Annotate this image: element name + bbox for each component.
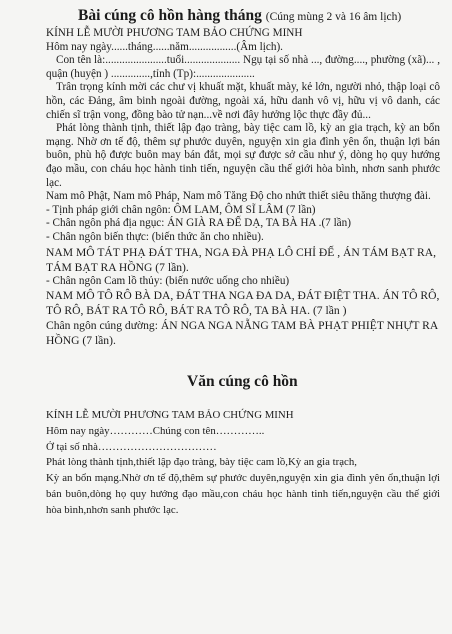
date-line: Hôm nay ngày......tháng......năm.................(Âm lịch). (46, 40, 283, 53)
title-main: Bài cúng cô hồn hàng tháng (78, 7, 262, 24)
section-2-body (46, 408, 440, 519)
prayer-paragraph: Phát lòng thành tịnh, thiết lập đạo tràng, bày tiệc cam lồ, kỳ an gia trạch, kỳ an bổn mạng. Nhờ ơn tế độ, thêm sự phước duyên, nguyện xin gia đình yên ổn, thuận lợi bán buôn, phù hộ được buôn may bán đắt, mọi sự được sở cầu như ý, dòng họ quy hướng đạo mầu, con cháu học hành tinh tiến, nguyện cầu thế giới hòa bình, nhơn sanh phước lạc. (46, 122, 440, 189)
mantra-2: - Chân ngôn phá địa ngục: ÁN GIÀ RA ĐẾ DẠ, TA BÀ HA .(7 lần) (46, 217, 351, 230)
name-address-line: Con tên là:......................tuổi.................... Ngụ tại số nhà ..., đường...., phường (xã)... , quận (huyện ) ..............,tỉnh (Tp):..................... (46, 54, 440, 80)
mantra-4-label: - Chân ngôn Cam lồ thủy: (biến nước uống cho nhiều) (46, 274, 290, 287)
title-note: (Cúng mùng 2 và 16 âm lịch) (265, 11, 402, 23)
section-2-title: Văn cúng cô hồn (187, 373, 298, 391)
date-name-line: Hôm nay ngày…………Chúng con tên………….. (46, 424, 265, 437)
prayer-line-1: Phát lòng thành tịnh,thiết lập đạo tràng, bày tiệc cam lồ,Kỳ an gia trạch, (46, 456, 357, 469)
mantra-1: - Tịnh pháp giới chân ngôn: ÔM LAM, ÔM SĨ LÂM (7 lần) (46, 203, 316, 216)
section-1-body (46, 27, 440, 348)
nam-mo-line: Nam mô Phật, Nam mô Pháp, Nam mô Tăng Độ cho nhứt thiết siêu thăng thượng đài. (46, 190, 431, 203)
invitation-paragraph: Trân trọng kính mời các chư vị khuất mặt, khuất mày, kẻ lớn, người nhỏ, thập loại cô hồn, các Đảng, âm binh ngoài đường, ngoài xá, hữu danh vô vị, hữu vị vô danh, các chiến sĩ trận vong, đồng bào tử nạn...về nơi đây hưởng lộc thực đầy đủ... (46, 81, 440, 121)
mantra-3-label: - Chân ngôn biến thực: (biến thức ăn cho nhiều). (46, 230, 264, 243)
prayer-line-2: Kỳ an bổn mạng.Nhờ ơn tế độ,thêm sự phước duyên,nguyện xin gia đình yên ổn,thuận lợi bán buôn,dòng họ quy hướng đạo mầu,con cháu học hành tinh tiến,nguyện cầu thế giới hòa bình,nhơn sanh phước lạc. (46, 472, 440, 516)
salutation-2: KÍNH LỄ MƯỜI PHƯƠNG TAM BẢO CHỨNG MINH (46, 409, 294, 422)
mantra-4-text: NAM MÔ TÔ RÔ BÀ DA, ĐÁT THA NGA ĐA DA, ĐÁT ĐIỆT THA. ÁN TÔ RÔ, TÔ RÔ, BÁT RA TÔ RÔ, BÁT RA TÔ RÔ, TA BÀ HA. (7 lần ) (46, 289, 440, 318)
address-line: Ở tại số nhà…………………………… (46, 440, 217, 453)
mantra-3-text: NAM MÔ TÁT PHẠ ĐÁT THA, NGA ĐÀ PHẠ LÔ CHỈ ĐẾ , ÁN TÁM BẠT RA, TÁM BẠT RA HỒNG (7 lần). (46, 245, 437, 274)
mantra-5: Chân ngôn cúng dường: ÁN NGA NGA NẴNG TAM BÀ PHẠT PHIỆT NHỰT RA HỒNG (7 lần). (46, 319, 438, 348)
section-title (78, 6, 440, 27)
salutation: KÍNH LỄ MƯỜI PHƯƠNG TAM BẢO CHỨNG MINH (46, 27, 303, 39)
